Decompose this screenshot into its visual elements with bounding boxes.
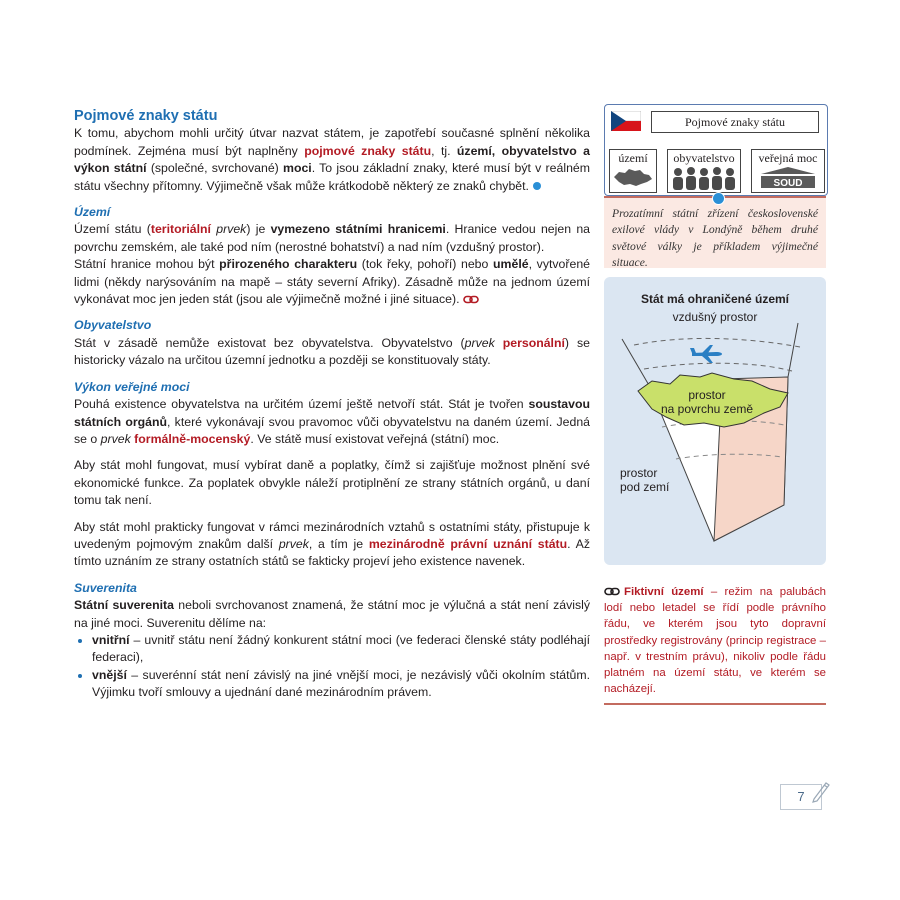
box-label: veřejná moc <box>758 151 818 165</box>
uzemi-paragraph: Území státu (teritoriální prvek) je vymezeno státními hranicemi. Hranice vedou nejen na povrchu zemském, ale také pod ním (nerostné bohatství) a nad ním (vzdušný prostor). <box>74 222 590 254</box>
dane-paragraph: Aby stát mohl fungovat, musí vybírat daně a poplatky, čímž si zajišťuje možnost plnění své ekonomické funkce. Za poplatek obvykle náleží protiplnění ze strany státních orgánů, u daní tomu tak není. <box>74 458 590 508</box>
obyvatelstvo-paragraph: Stát v zásadě nemůže existovat bez obyvatelstva. Obyvatelstvo (prvek personální) se historicky vázalo na určitou územní jednotku a později se konstituovaly státy. <box>74 335 590 368</box>
people-icon <box>669 166 739 190</box>
diagram-title: Stát má ohraničené území <box>640 292 790 306</box>
airplane-icon <box>690 345 722 363</box>
fict-text: – režim na palubách lodí nebo letadel se řídí podle právního řádu, ve kterém jsou tyto dopravní prostředky registrovány (princip registrace – např. v trestním právu), nikoliv podle řádu platném na území státu, ve kterém se nacházejí. <box>604 586 826 696</box>
territory-diagram <box>604 277 826 565</box>
concept-box <box>604 104 828 196</box>
underground-label-1: prostor <box>620 466 658 480</box>
uznani-paragraph: Aby stát mohl prakticky fungovat v rámci mezinárodních vztahů s ostatními státy, přistupuje k uvedeným pojmovým znakům další prvek, a tím je mezinárodně právní uznání státu. Až tímto uznáním ze strany ostatních států se fakticky projeví jeho existence navenek. <box>74 519 590 569</box>
fictional-territory-note <box>604 578 826 705</box>
box-label: obyvatelstvo <box>673 151 735 165</box>
vykon-paragraph: Pouhá existence obyvatelstva na určitém území ještě netvoří stát. Stát je tvořen soustavou státních orgánů, které vykonávají svou pravomoc vůči obyvatelstvu na daném území. Jedná se o prvek formálně-mocenský. Ve státě musí existovat veřejná (státní) moc. <box>74 397 591 446</box>
suverenita-list <box>74 632 590 702</box>
surface-label-1: prostor <box>688 388 726 402</box>
suverenita-paragraph: Státní suverenita neboli svrchovanost znamená, že státní moc je výlučná a stát není závislý na jiné moci. Suverenitu dělíme na: <box>74 598 590 630</box>
chain-link-icon <box>604 587 620 596</box>
concept-box-title: Pojmové znaky státu <box>651 111 819 133</box>
pencil-icon <box>810 779 832 803</box>
section-heading: Pojmové znaky státu <box>74 108 218 124</box>
hranice-paragraph: Státní hranice mohou být přirozeného charakteru (tok řeky, pohoří) nebo umělé, vytvořené lidmi (někdy narýsováním na mapě – státy severní Afriky). Zásadně může na jednom území vykonávat moc jen jeden stát (jsou ale výjimečně možné i jiné situace). <box>74 257 590 307</box>
air-space-label: vzdušný prostor <box>672 310 758 324</box>
underground-label-2: pod zemí <box>620 480 670 494</box>
note-box <box>604 196 826 268</box>
note-text: Prozatímní státní zřízení československé exilové vlády v Londýně během druhé světové války je příkladem výjimečné situace. <box>612 207 818 270</box>
subheading-obyvatelstvo: Obyvatelstvo <box>74 318 152 333</box>
surface-label-2: na povrchu země <box>660 402 754 416</box>
intro-paragraph: K tomu, abychom mohli určitý útvar nazvat státem, je zapotřebí současné splnění několika podmínek. Zejména musí být naplněny pojmové znaky státu, tj. území, obyvatelstvo a výkon státní (společné, svrchované) moci. To jsou základní znaky, které musí být v reálném státu všechny přítomny. Výjimečně však může krátkodobě některý ze znaků chybět. <box>74 126 590 193</box>
page-number: 7 <box>780 784 822 810</box>
soud-label: SOUD <box>773 178 803 189</box>
link-dot-icon[interactable] <box>533 182 541 190</box>
fict-term: Fiktivní území <box>624 586 704 598</box>
territory-diagram-svg <box>604 277 826 565</box>
box-uzemi <box>609 149 657 193</box>
box-verejna-moc <box>751 149 825 193</box>
subheading-vykon: Výkon veřejné moci <box>74 379 190 394</box>
czech-flag-icon <box>611 111 641 131</box>
court-building-icon <box>753 166 823 190</box>
list-item: • vnitřní – uvnitř státu není žádný konkurent státní moci (ve federaci členské státy podléhají federaci), <box>92 632 590 667</box>
box-label: území <box>618 151 648 165</box>
subheading-uzemi: Území <box>74 205 111 220</box>
box-obyvatelstvo <box>667 149 741 193</box>
czech-map-icon <box>611 167 655 189</box>
subheading-suverenita: Suverenita <box>74 580 137 595</box>
list-item: • vnější – suverénní stát není závislý na jiné vnější moci, je nezávislý vůči okolním státům. Výjimku tvoří smlouvy a ujednání dané mezinárodním právem. <box>92 667 590 702</box>
chain-link-icon[interactable] <box>463 295 479 304</box>
link-dot-icon[interactable] <box>712 192 725 205</box>
main-text-column <box>74 108 590 702</box>
